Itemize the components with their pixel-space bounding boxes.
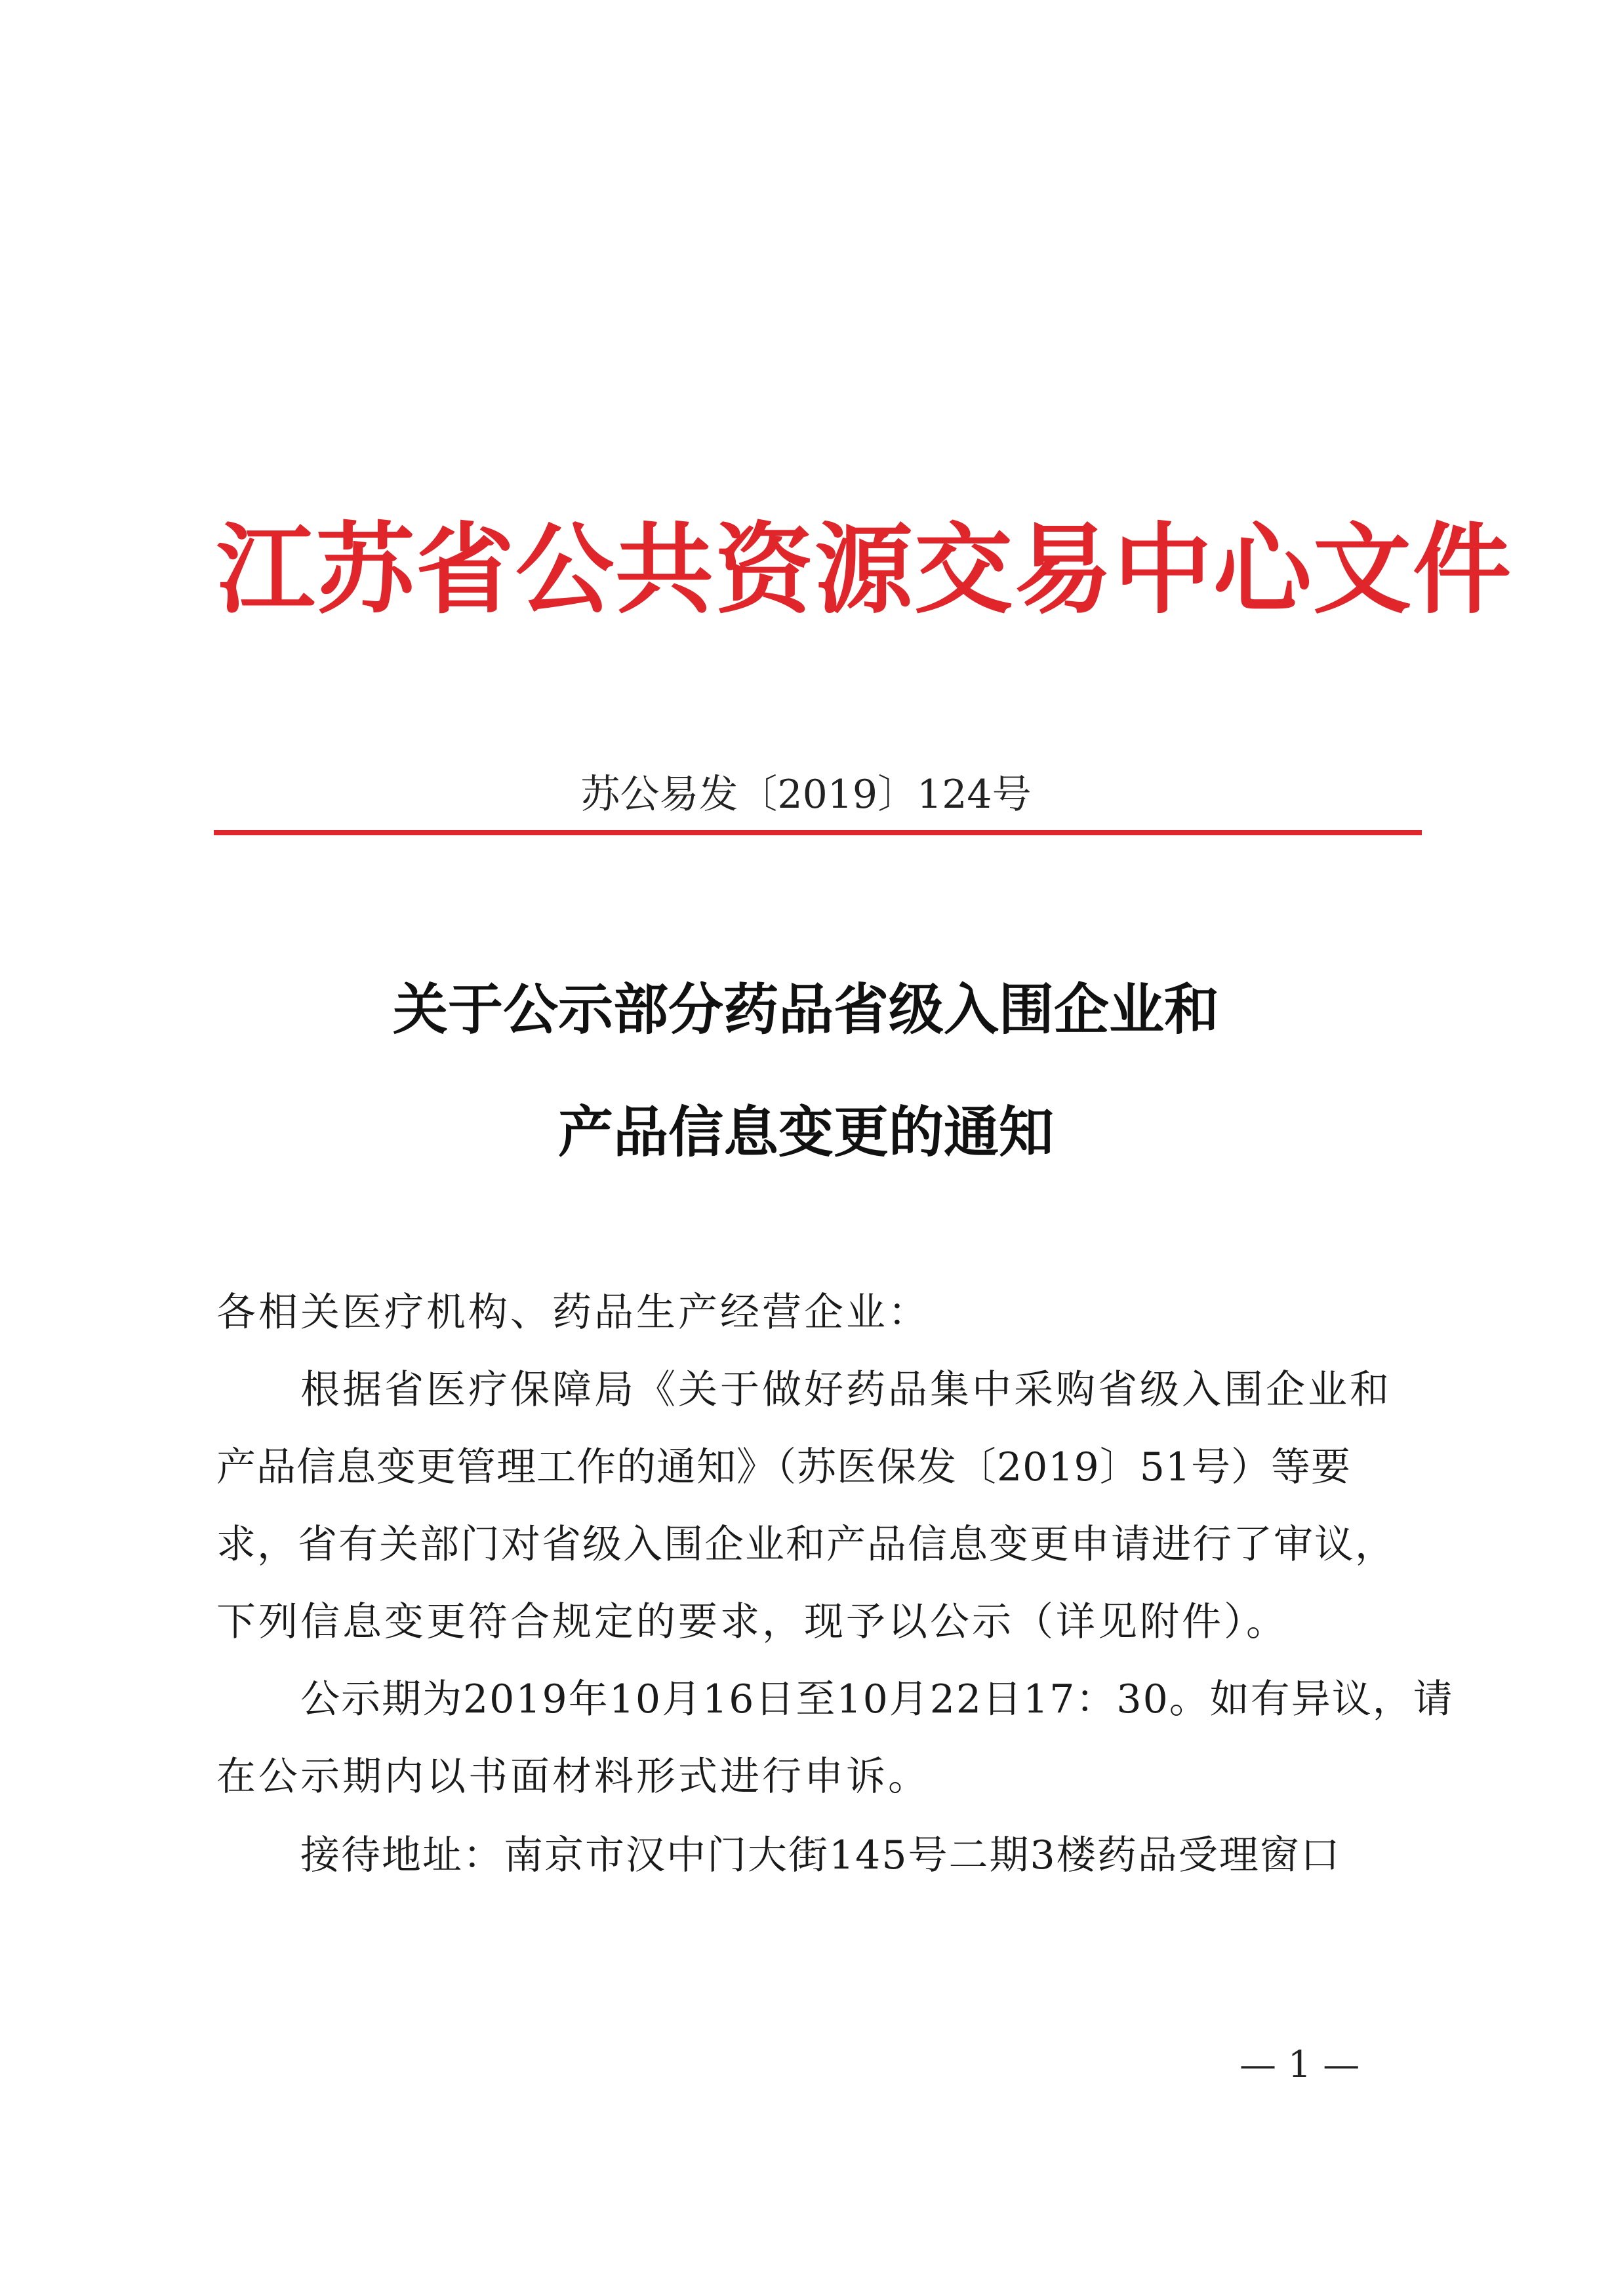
salutation: 各相关医疗机构、药品生产经营企业： <box>216 1290 930 1336</box>
paragraph-3-line-1: 接待地址：南京市汉中门大街145号二期3楼药品受理窗口 <box>300 1832 1341 1878</box>
paragraph-2-line-2: 在公示期内以书面材料形式进行申诉。 <box>216 1754 930 1800</box>
document-number: 苏公易发〔2019〕124号 <box>580 772 1032 818</box>
paragraph-1-line-2: 产品信息变更管理工作的通知》（苏医保发〔2019〕51号）等要 <box>216 1444 1352 1490</box>
notice-title-line-2: 产品信息变更的通知 <box>557 1100 1054 1164</box>
notice-title-line-1: 关于公示部分药品省级入围企业和 <box>392 978 1219 1042</box>
paragraph-2-line-1: 公示期为2019年10月16日至10月22日17：30。如有异议，请 <box>300 1676 1454 1722</box>
paragraph-1-line-1: 根据省医疗保障局《关于做好药品集中采购省级入围企业和 <box>300 1367 1392 1413</box>
paragraph-1-line-4: 下列信息变更符合规定的要求，现予以公示（详见附件）。 <box>216 1599 1288 1645</box>
paragraph-1-line-3: 求，省有关部门对省级入围企业和产品信息变更申请进行了审议， <box>216 1522 1396 1568</box>
letterhead-title: 江苏省公共资源交易中心文件 <box>216 513 1513 627</box>
red-divider-line <box>214 830 1422 835</box>
page-number: — 1 — <box>1239 2044 1360 2086</box>
